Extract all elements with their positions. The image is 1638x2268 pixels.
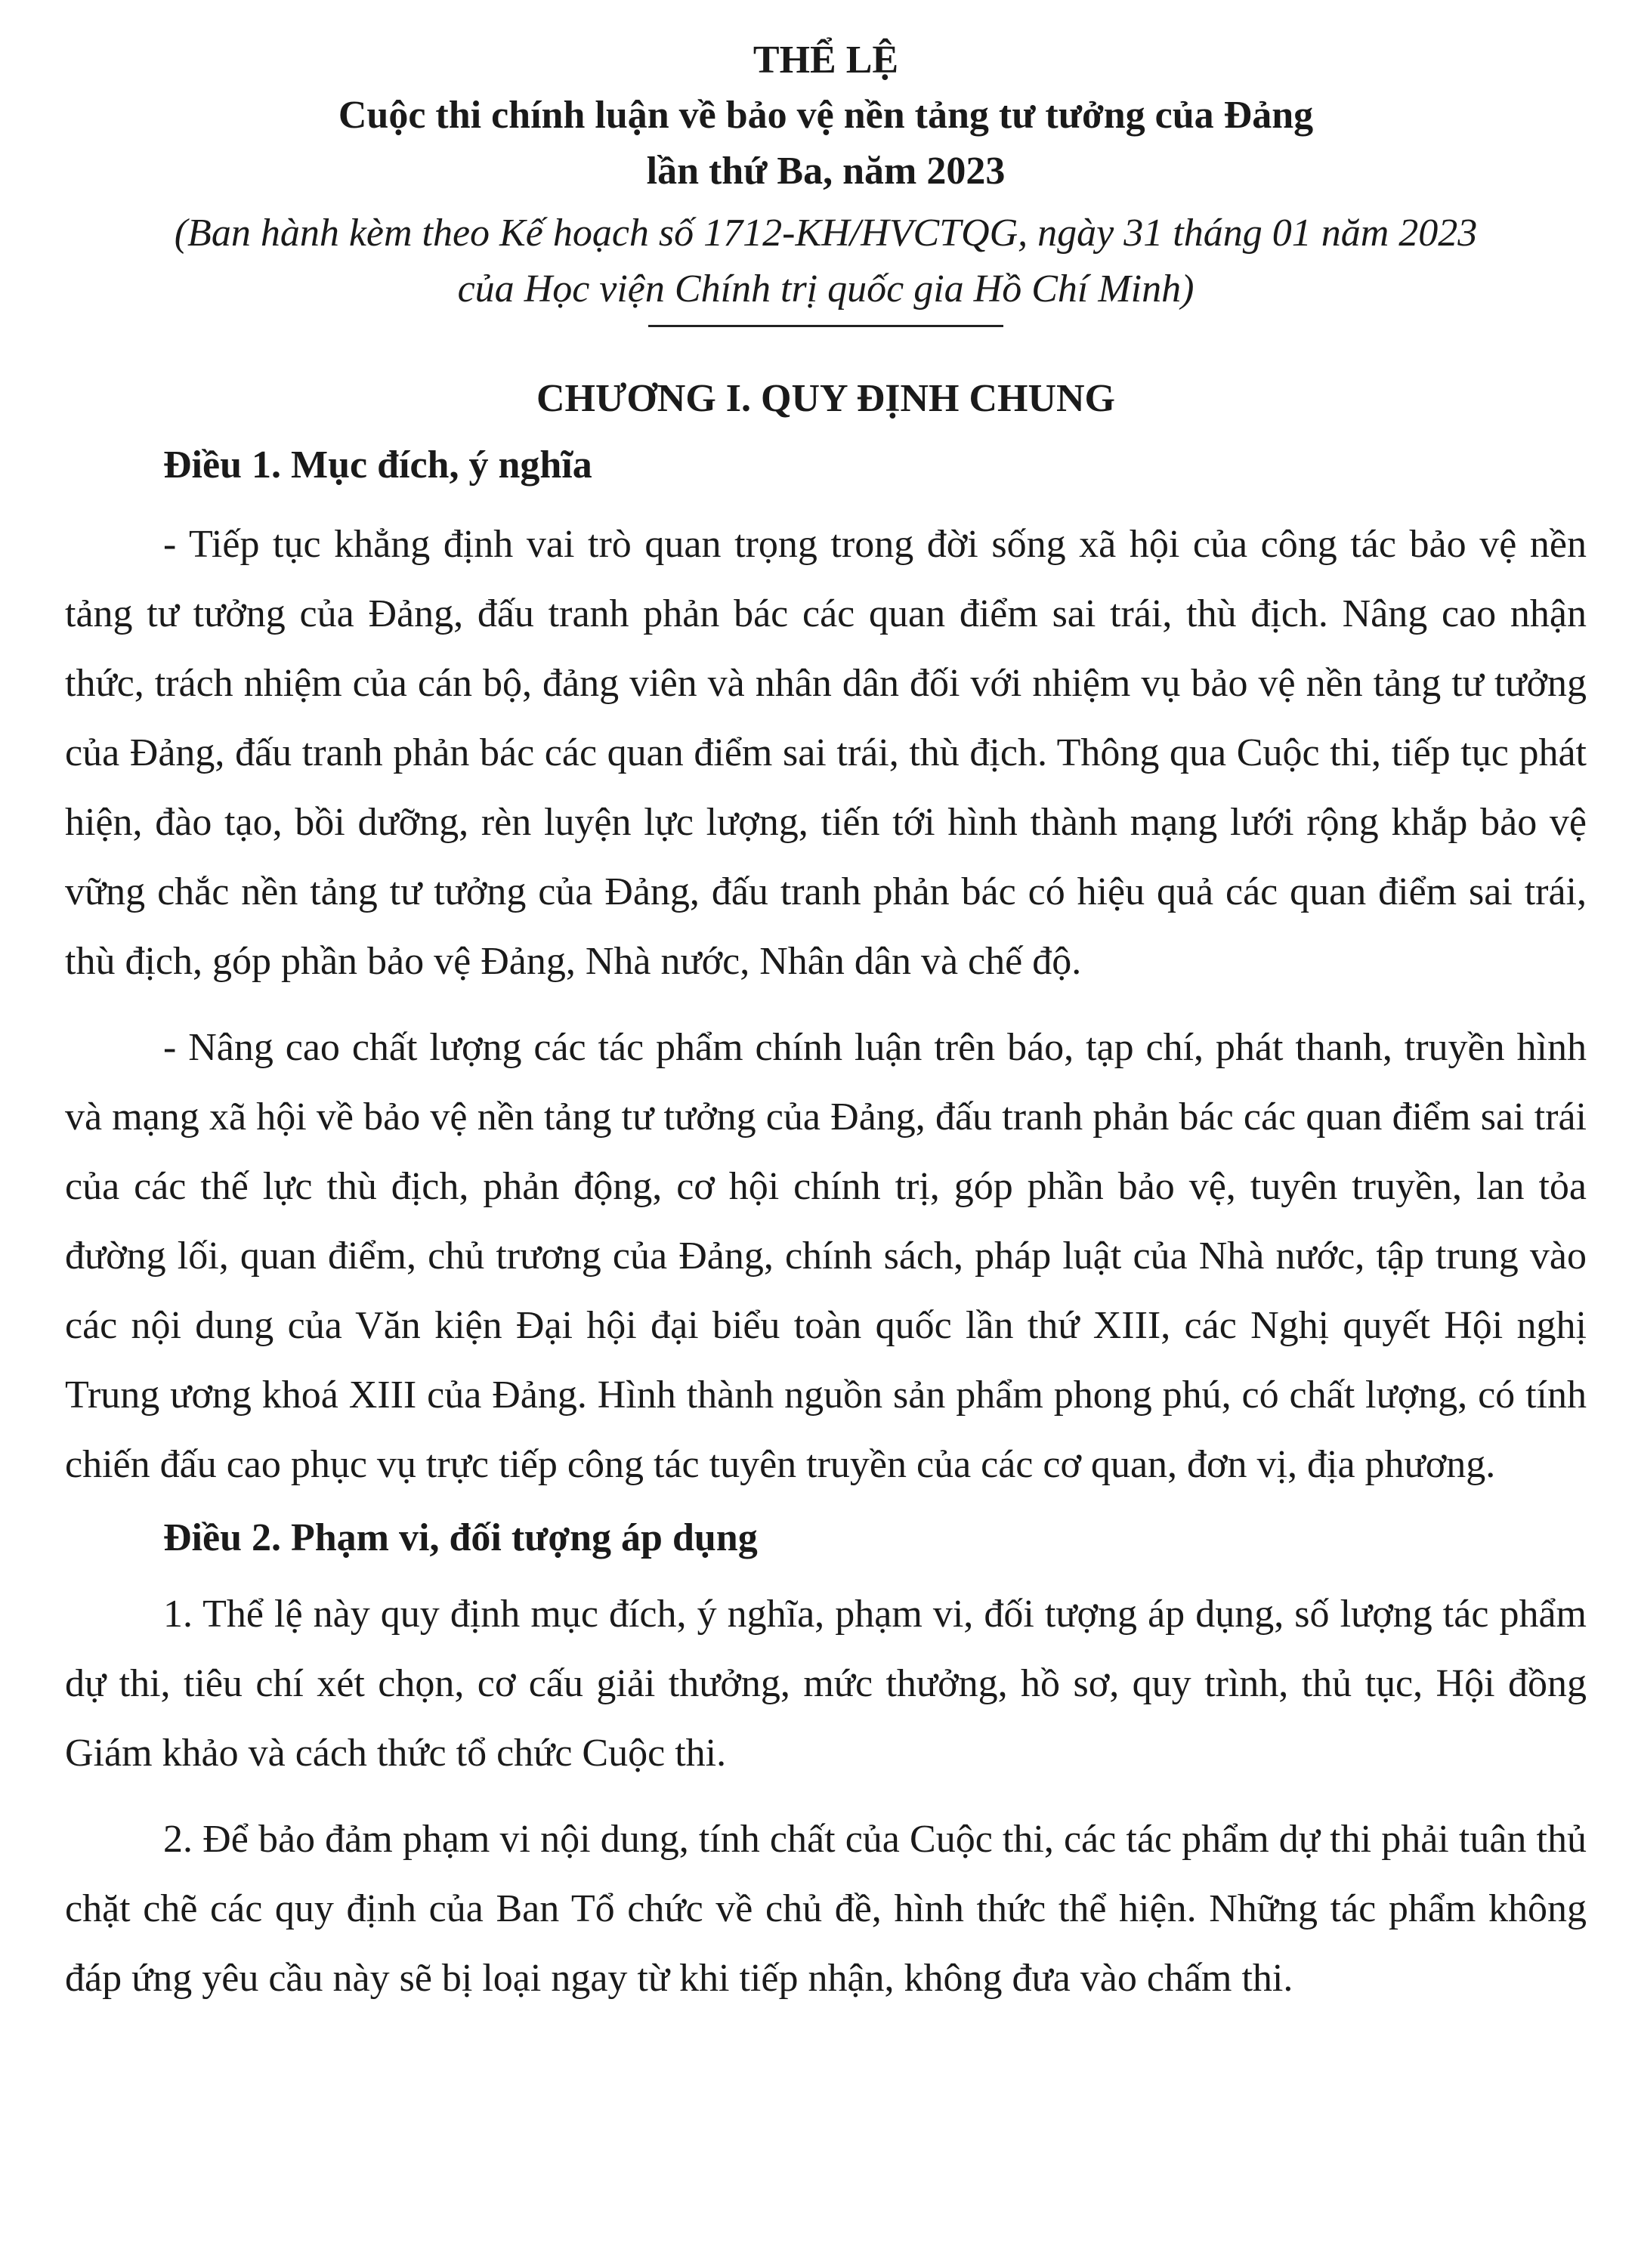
chapter-heading: CHƯƠNG I. QUY ĐỊNH CHUNG — [536, 377, 1116, 420]
issuance-note-line2: của Học viện Chính trị quốc gia Hồ Chí Minh) — [457, 267, 1195, 311]
article-paragraph: 2. Để bảo đảm phạm vi nội dung, tính chất của Cuộc thi, các tác phẩm dự thi phải tuân thủ chặt chẽ các quy định của Ban Tổ chức về chủ đề, hình thức thể hiện. Những tác phẩm không đáp ứng yêu cầu này sẽ bị loại ngay từ khi tiếp nhận, không đưa vào chấm thi. — [65, 1818, 1587, 2000]
contest-name-line2: lần thứ Ba, năm 2023 — [646, 150, 1006, 193]
article-paragraph: - Nâng cao chất lượng các tác phẩm chính luận trên báo, tạp chí, phát thanh, truyền hình và mạng xã hội về bảo vệ nền tảng tư tưởng của Đảng, đấu tranh phản bác các quan điểm sai trái của các thế lực thù địch, phản động, cơ hội chính trị, góp phần bảo vệ, tuyên truyền, lan tỏa đường lối, quan điểm, chủ trương của Đảng, chính sách, pháp luật của Nhà nước, tập trung vào các nội dung của Văn kiện Đại hội đại biểu toàn quốc lần thứ XIII, các Nghị quyết Hội nghị Trung ương khoá XIII của Đảng. Hình thành nguồn sản phẩm phong phú, có chất lượng, có tính chiến đấu cao phục vụ trực tiếp công tác tuyên truyền của các cơ quan, đơn vị, địa phương. — [65, 1026, 1587, 1486]
document-title: THỂ LỆ — [753, 39, 899, 82]
article-heading: Điều 1. Mục đích, ý nghĩa — [163, 443, 592, 487]
article-2 — [65, 1510, 1587, 2013]
contest-name-line1: Cuộc thi chính luận về bảo vệ nền tảng tư tưởng của Đảng — [338, 94, 1314, 137]
article-1 — [65, 437, 1587, 1500]
article-heading: Điều 2. Phạm vi, đối tượng áp dụng — [163, 1516, 758, 1559]
article-paragraph: 1. Thể lệ này quy định mục đích, ý nghĩa, phạm vi, đối tượng áp dụng, số lượng tác phẩm dự thi, tiêu chí xét chọn, cơ cấu giải thưởng, mức thưởng, hồ sơ, quy trình, thủ tục, Hội đồng Giám khảo và cách thức tổ chức Cuộc thi. — [65, 1593, 1587, 1775]
article-paragraph: - Tiếp tục khẳng định vai trò quan trọng trong đời sống xã hội của công tác bảo vệ nền tảng tư tưởng của Đảng, đấu tranh phản bác các quan điểm sai trái, thù địch. Nâng cao nhận thức, trách nhiệm của cán bộ, đảng viên và nhân dân đối với nhiệm vụ bảo vệ nền tảng tư tưởng của Đảng, đấu tranh phản bác các quan điểm sai trái, thù địch. Thông qua Cuộc thi, tiếp tục phát hiện, đào tạo, bồi dưỡng, rèn luyện lực lượng, tiến tới hình thành mạng lưới rộng khắp bảo vệ vững chắc nền tảng tư tưởng của Đảng, đấu tranh phản bác có hiệu quả các quan điểm sai trái, thù địch, góp phần bảo vệ Đảng, Nhà nước, Nhân dân và chế độ. — [65, 523, 1587, 983]
issuance-note-line1: (Ban hành kèm theo Kế hoạch số 1712-KH/HVCTQG, ngày 31 tháng 01 năm 2023 — [174, 212, 1478, 255]
title-divider — [648, 325, 1003, 327]
